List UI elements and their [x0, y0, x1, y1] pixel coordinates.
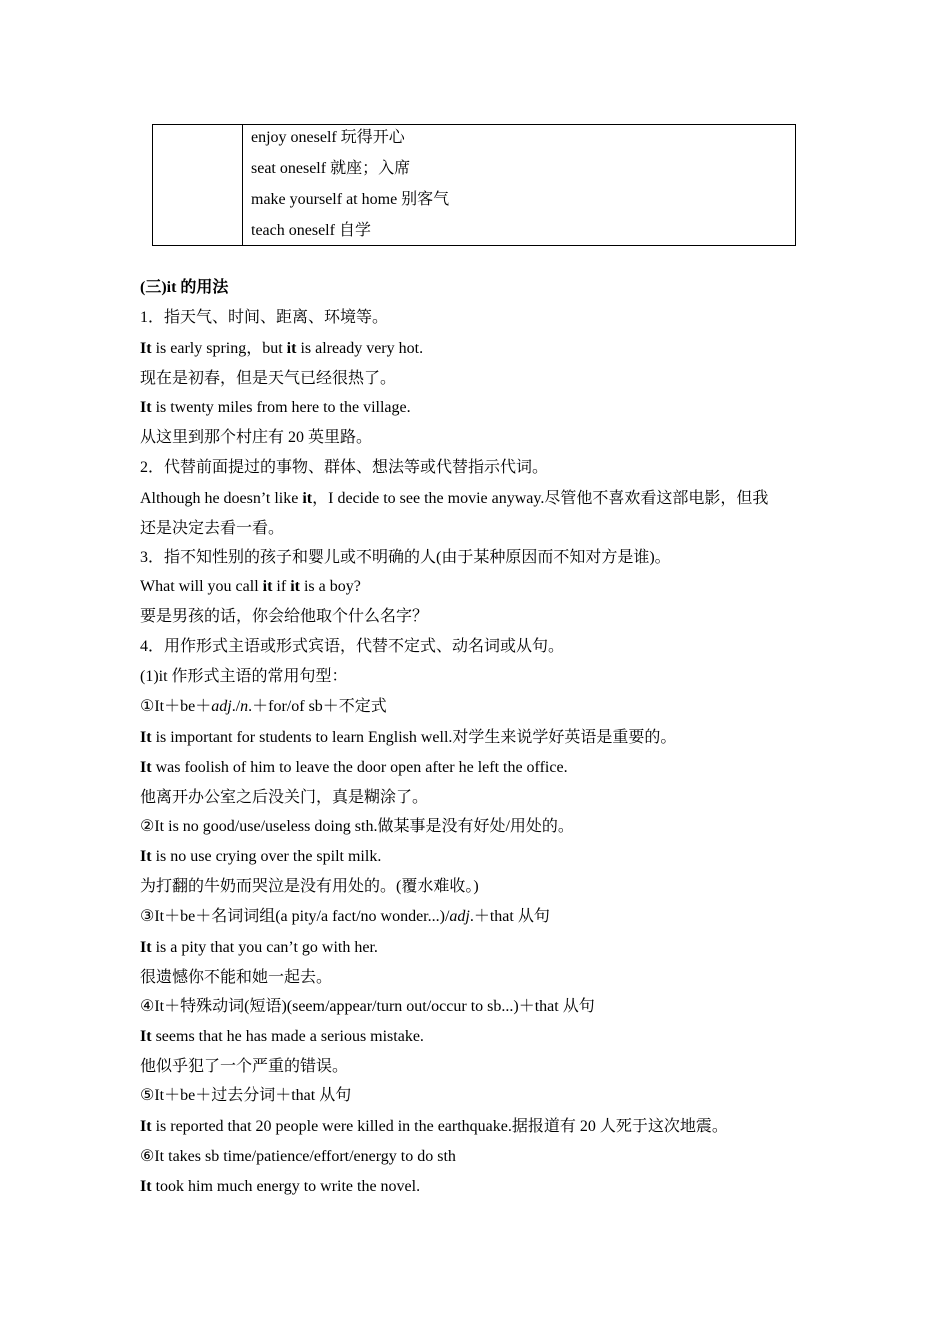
text-line: 2．代替前面提过的事物、群体、想法等或代替指示代词。 — [140, 459, 549, 476]
translation-line: 他离开办公室之后没关门，真是糊涂了。 — [140, 789, 429, 806]
text-line: (1)it 作形式主语的常用句型： — [140, 668, 348, 685]
text-line: 4．用作形式主语或形式宾语，代替不定式、动名词或从句。 — [140, 638, 565, 655]
example-sentence: It was foolish of him to leave the door open after he left the office. — [140, 759, 568, 776]
pattern-line: ④It＋特殊动词(短语)(seem/appear/turn out/occur to sb...)＋that 从句 — [140, 998, 595, 1015]
table-row: seat oneself 就座；入席 — [251, 160, 411, 177]
example-sentence: It is a pity that you can’t go with her. — [140, 939, 378, 956]
example-sentence: It seems that he has made a serious mistake. — [140, 1028, 424, 1045]
text-line: 3．指不知性别的孩子和婴儿或不明确的人(由于某种原因而不知对方是谁)。 — [140, 549, 671, 566]
table-phrase-cell — [251, 125, 789, 249]
example-sentence: It is no use crying over the spilt milk. — [140, 848, 382, 865]
translation-line: 他似乎犯了一个严重的错误。 — [140, 1058, 349, 1075]
translation-line: 为打翻的牛奶而哭泣是没有用处的。(覆水难收。) — [140, 878, 479, 895]
section-heading: (三)it 的用法 — [140, 279, 229, 296]
example-sentence: What will you call it if it is a boy? — [140, 578, 361, 595]
table-empty-cell — [153, 125, 243, 245]
table-row: teach oneself 自学 — [251, 222, 371, 239]
pattern-line: ②It is no good/use/useless doing sth.做某事是没有好处/用处的。 — [140, 818, 574, 835]
text-line: 1．指天气、时间、距离、环境等。 — [140, 309, 389, 326]
pattern-line: ⑤It＋be＋过去分词＋that 从句 — [140, 1087, 352, 1104]
translation-line: 还是决定去看一看。 — [140, 520, 285, 537]
translation-line: 现在是初春，但是天气已经很热了。 — [140, 370, 397, 387]
example-sentence: It is early spring，but it is already very hot. — [140, 340, 424, 357]
example-sentence: It took him much energy to write the novel. — [140, 1178, 421, 1195]
table-row: make yourself at home 别客气 — [251, 191, 450, 208]
pattern-line: ⑥It takes sb time/patience/effort/energy to do sth — [140, 1148, 456, 1165]
example-sentence: Although he doesn’t like it，I decide to see the movie anyway.尽管他不喜欢看这部电影，但我 — [140, 490, 769, 507]
translation-line: 要是男孩的话，你会给他取个什么名字？ — [140, 608, 429, 625]
phrase-table — [152, 124, 796, 246]
pattern-line: ①It＋be＋adj./n.＋for/of sb＋不定式 — [140, 698, 387, 715]
example-sentence: It is twenty miles from here to the village. — [140, 399, 411, 416]
translation-line: 从这里到那个村庄有 20 英里路。 — [140, 429, 373, 446]
table-row: enjoy oneself 玩得开心 — [251, 129, 405, 146]
example-sentence: It is reported that 20 people were killed in the earthquake.据报道有 20 人死于这次地震。 — [140, 1118, 728, 1135]
pattern-line: ③It＋be＋名词词组(a pity/a fact/no wonder...)/adj.＋that 从句 — [140, 908, 550, 925]
translation-line: 很遗憾你不能和她一起去。 — [140, 969, 333, 986]
example-sentence: It is important for students to learn English well.对学生来说学好英语是重要的。 — [140, 729, 677, 746]
